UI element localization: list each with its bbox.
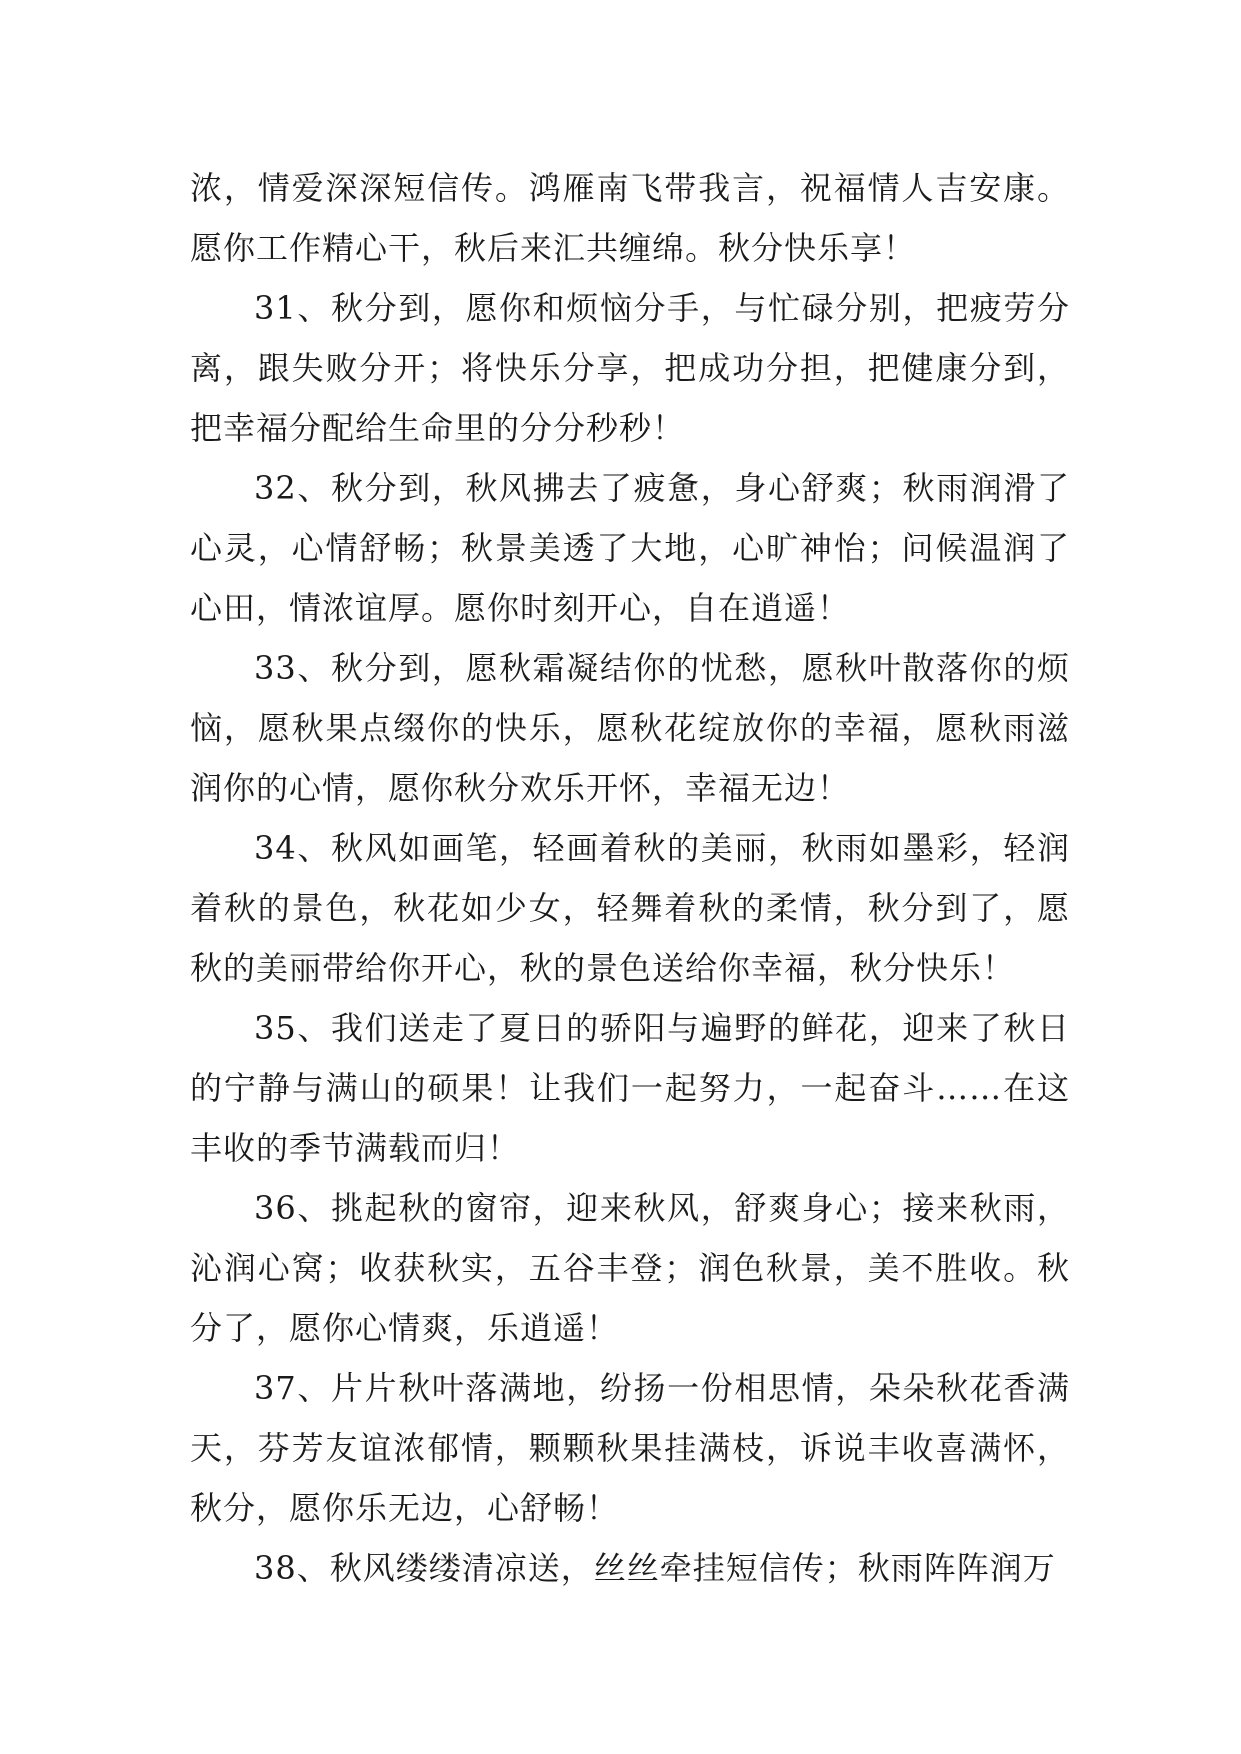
paragraph-36: 36、挑起秋的窗帘，迎来秋风，舒爽身心；接来秋雨，沁润心窝；收获秋实，五谷丰登；润色秋景，美不胜收。秋分了，愿你心情爽，乐逍遥！ [190, 1189, 1070, 1347]
paragraph-33: 33、秋分到，愿秋霜凝结你的忧愁，愿秋叶散落你的烦恼，愿秋果点缀你的快乐，愿秋花绽放你的幸福，愿秋雨滋润你的心情，愿你秋分欢乐开怀，幸福无边！ [190, 649, 1070, 807]
paragraph-37: 37、片片秋叶落满地，纷扬一份相思情，朵朵秋花香满天，芬芳友谊浓郁情，颗颗秋果挂满枝，诉说丰收喜满怀，秋分，愿你乐无边，心舒畅！ [190, 1369, 1070, 1527]
paragraph-31: 31、秋分到，愿你和烦恼分手，与忙碌分别，把疲劳分离，跟失败分开；将快乐分享，把成功分担，把健康分到，把幸福分配给生命里的分分秒秒！ [190, 289, 1070, 447]
paragraph-32: 32、秋分到，秋风拂去了疲惫，身心舒爽；秋雨润滑了心灵，心情舒畅；秋景美透了大地，心旷神怡；问候温润了心田，情浓谊厚。愿你时刻开心，自在逍遥！ [190, 469, 1070, 627]
paragraph-38: 38、秋风缕缕清凉送，丝丝牵挂短信传；秋雨阵阵润万 [254, 1549, 1056, 1587]
paragraph-continuation: 浓，情爱深深短信传。鸿雁南飞带我言，祝福情人吉安康。愿你工作精心干，秋后来汇共缠绵。秋分快乐享！ [190, 169, 1070, 267]
paragraph-34: 34、秋风如画笔，轻画着秋的美丽，秋雨如墨彩，轻润着秋的景色，秋花如少女，轻舞着秋的柔情，秋分到了，愿秋的美丽带给你开心，秋的景色送给你幸福，秋分快乐！ [190, 829, 1070, 987]
paragraph-35: 35、我们送走了夏日的骄阳与遍野的鲜花，迎来了秋日的宁静与满山的硕果！让我们一起努力，一起奋斗……在这丰收的季节满载而归！ [190, 1009, 1070, 1167]
document-body [190, 158, 1070, 1598]
